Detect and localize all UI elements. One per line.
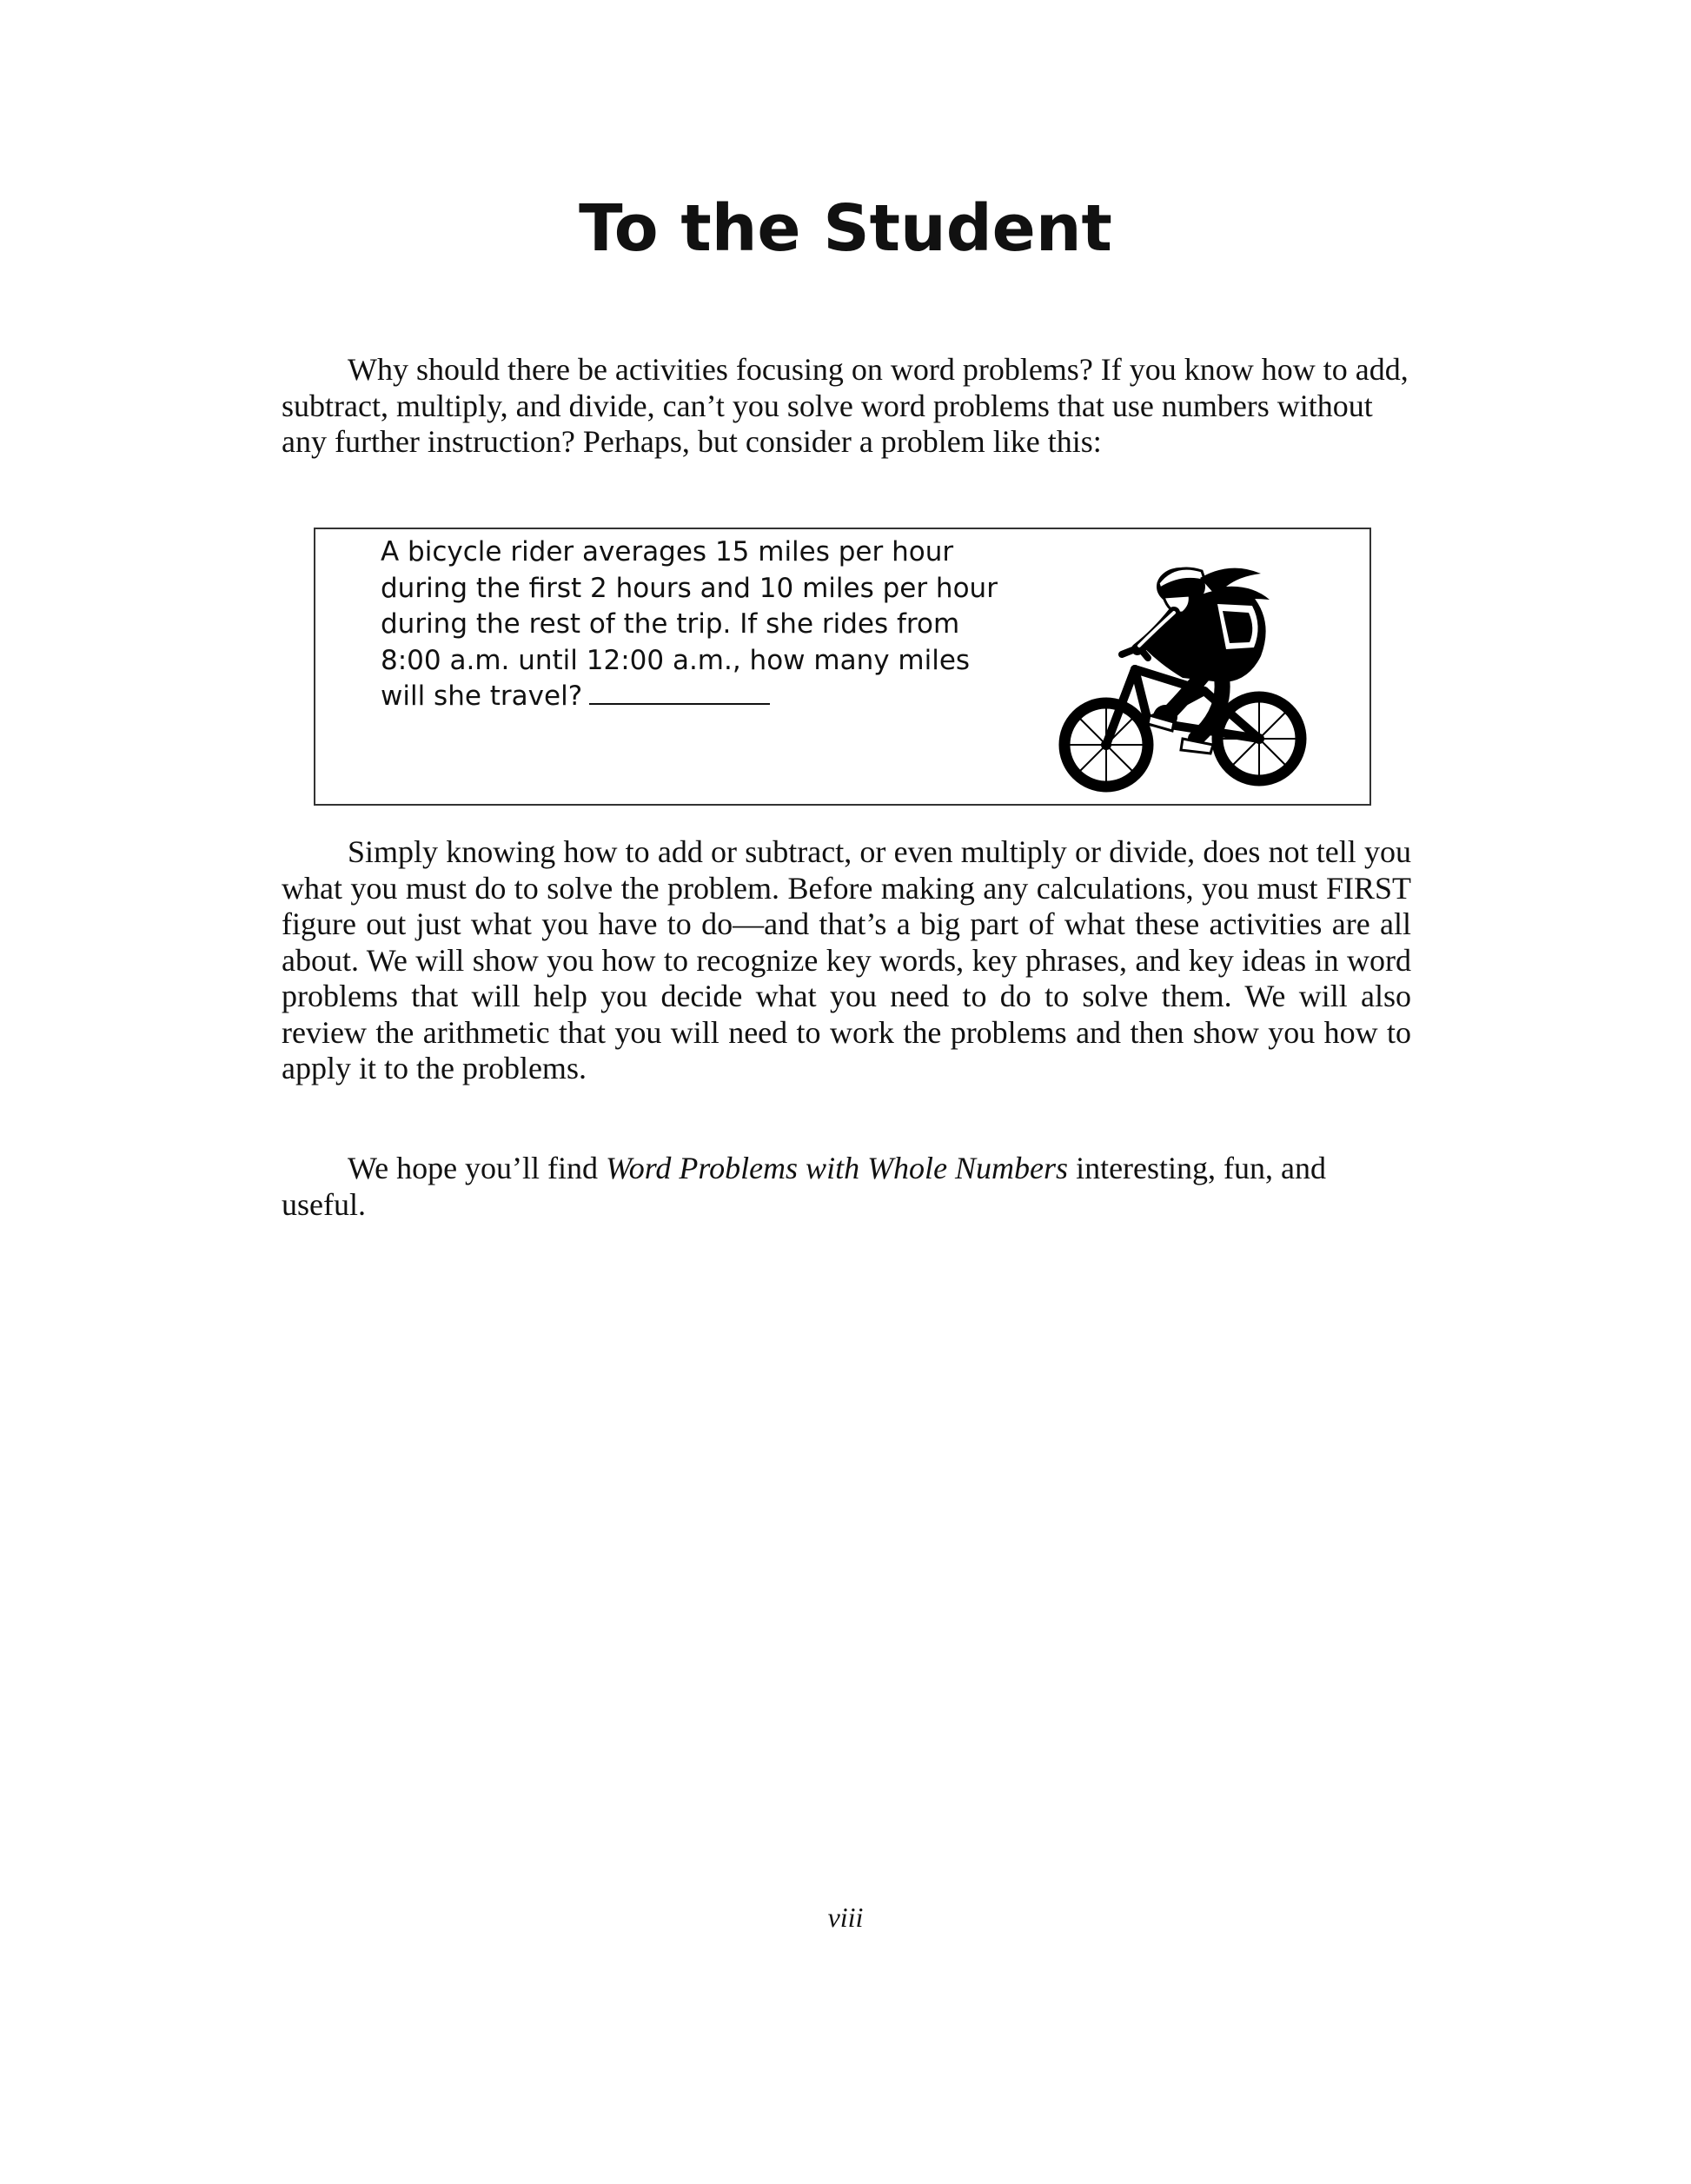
page-title: To the Student <box>579 191 1112 266</box>
intro-paragraph: Why should there be activities focusing on word problems? If you know how to add, subtract, multiply, and divide, can’t you solve word problems that use numbers without any further instruction? Perhaps, but consider a problem like this: <box>282 352 1409 459</box>
closing-text-before: We hope you’ll find <box>348 1151 607 1185</box>
book-title: Word Problems with Whole Numbers <box>606 1151 1069 1185</box>
closing-text-after: interesting, fun, and useful. <box>282 1151 1326 1222</box>
cyclist-icon <box>1052 552 1313 795</box>
sample-problem-text: A bicycle rider averages 15 miles per hour during the first 2 hours and 10 miles per hour during the rest of the trip. If she rides from 8:00 a.m. until 12:00 a.m., how many miles will she travel? <box>381 536 998 712</box>
sample-problem-box <box>314 528 1371 806</box>
closing-paragraph <box>282 1151 1411 1223</box>
sample-problem <box>381 534 1006 715</box>
page-number: viii <box>827 1902 864 1933</box>
explanation-paragraph: Simply knowing how to add or subtract, or even multiply or divide, does not tell you what you must do to solve the problem. Before making any calculations, you must FIRST figure out just what you have to do—and that’s a big part of what these activities are all about. We will show you how to recognize key words, key phrases, and key ideas in word problems that will help you decide what you need to do to solve them. We will also review the arithmetic that you will need to work the problems and then show you how to apply it to the problems. <box>282 834 1411 1085</box>
answer-blank <box>589 679 770 705</box>
